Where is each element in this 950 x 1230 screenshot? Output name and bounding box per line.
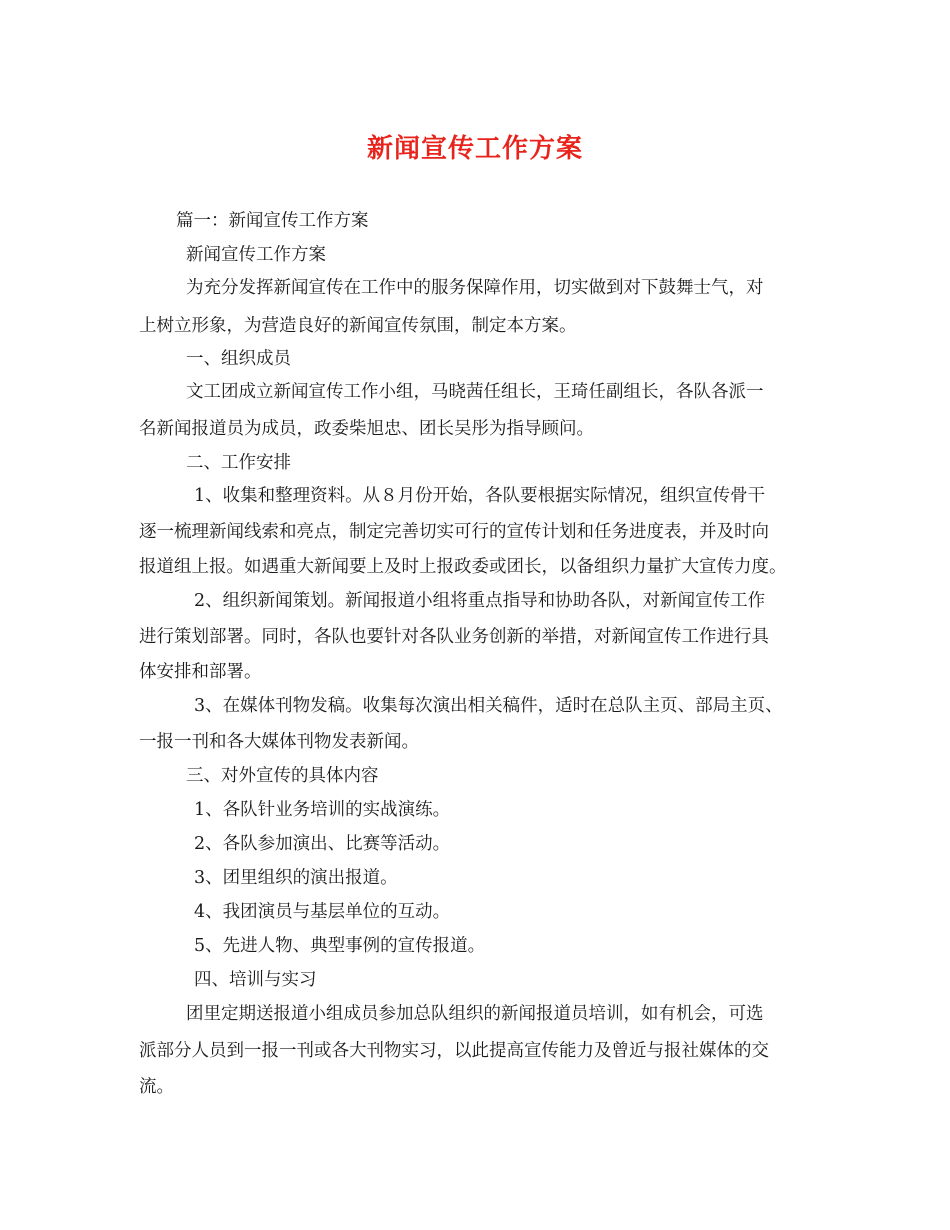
paragraph-line: 文工团成立新闻宣传工作小组，马晓茜任组长，王琦任副组长，各队各派一 [186,382,764,402]
paragraph-line: 名新闻报道员为成员，政委柴旭忠、团长吴彤为指导顾问。 [139,419,594,439]
paragraph-line: 1、收集和整理资料。从８月份开始，各队要根据实际情况，组织宣传骨干 [194,486,766,506]
paragraph-line: 进行策划部署。同时，各队也要针对各队业务创新的举措，对新闻宣传工作进行具 [139,627,769,647]
paragraph-line: 3、在媒体刊物发稿。收集每次演出相关稿件，适时在总队主页、部局主页、 [194,696,783,716]
paragraph-line: 体安排和部署。 [139,662,262,682]
paragraph-line: 逐一梳理新闻线索和亮点，制定完善切实可行的宣传计划和任务进度表，并及时向 [139,522,769,542]
list-item: 4、我团演员与基层单位的互动。 [194,902,451,922]
paragraph-line: 派部分人员到一报一刊或各大刊物实习，以此提高宣传能力及曾近与报社媒体的交 [139,1041,769,1061]
paragraph-line: 上树立形象，为营造良好的新闻宣传氛围，制定本方案。 [139,316,577,336]
section-heading: 四、培训与实习 [194,970,317,990]
paragraph-line: 报道组上报。如遇重大新闻要上及时上报政委或团长，以备组织力量扩大宣传力度。 [139,557,787,577]
paragraph-line: 流。 [139,1077,174,1097]
section-heading: 一、组织成员 [186,349,291,369]
section-heading: 二、工作安排 [186,453,291,473]
list-item: 2、各队参加演出、比赛等活动。 [194,834,451,854]
paragraph-line: 一报一刊和各大媒体刊物发表新闻。 [139,732,419,752]
text-line: 新闻宣传工作方案 [186,245,326,265]
list-item: 3、团里组织的演出报道。 [194,868,398,888]
list-item: 1、各队针业务培训的实战演练。 [194,800,451,820]
paragraph-line: 为充分发挥新闻宣传在工作中的服务保障作用，切实做到对下鼓舞士气，对 [186,278,764,298]
paragraph-line: 2、组织新闻策划。新闻报道小组将重点指导和协助各队，对新闻宣传工作 [194,591,766,611]
list-item: 5、先进人物、典型事例的宣传报道。 [194,936,486,956]
paragraph-line: 团里定期送报道小组成员参加总队组织的新闻报道员培训，如有机会，可选 [186,1004,764,1024]
document-title: 新闻宣传工作方案 [366,134,583,164]
text-line: 篇一：新闻宣传工作方案 [176,211,369,231]
section-heading: 三、对外宣传的具体内容 [186,766,379,786]
